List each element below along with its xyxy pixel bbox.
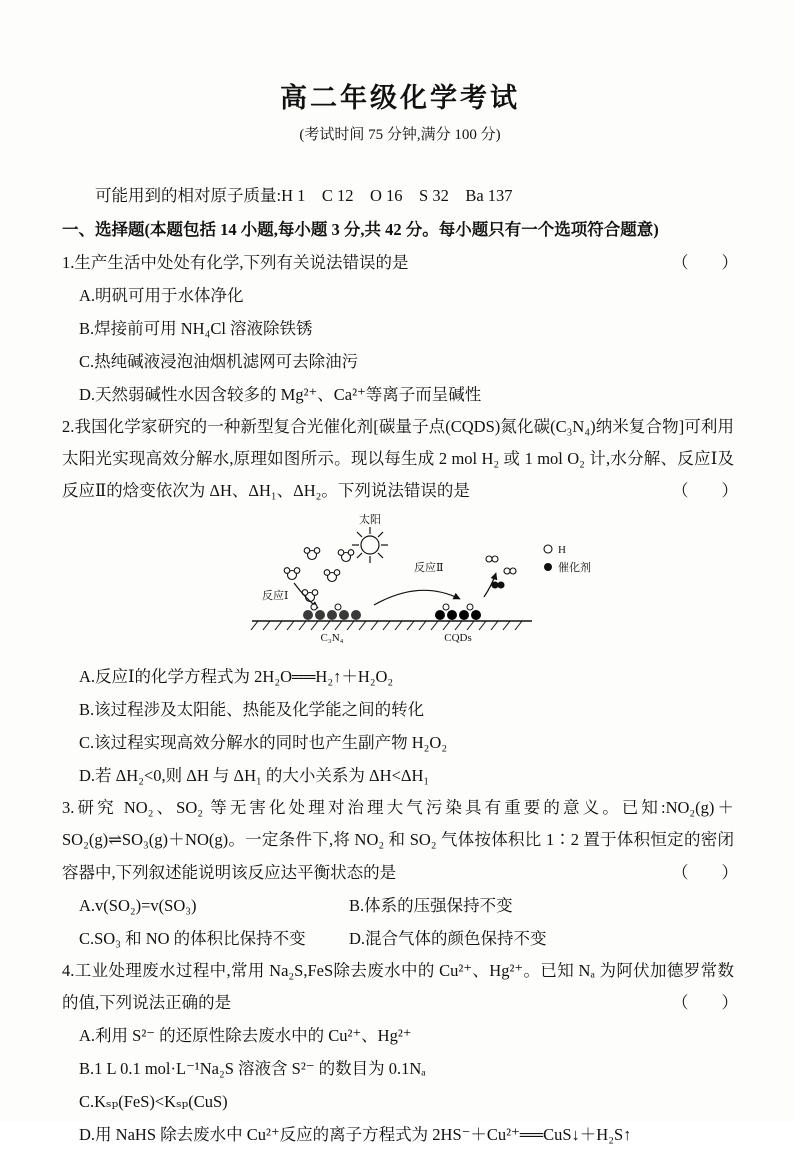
question-1-stem-line: [62, 247, 738, 279]
legend-h-icon: [544, 545, 552, 553]
answer-bracket: （ ）: [672, 481, 738, 501]
legend-catalyst-label: 催化剂: [558, 562, 591, 575]
question-4: [62, 955, 738, 1151]
question-1-option-d: D.天然弱碱性水因含较多的 Mg²⁺、Ca²⁺等离子而呈碱性: [79, 384, 482, 404]
question-1-option-b: B.焊接前可用 NH₄Cl 溶液除铁锈: [79, 318, 313, 338]
reaction2-label: 反应Ⅱ: [414, 562, 444, 575]
question-3-option-d: D.混合气体的颜色保持不变: [349, 928, 547, 948]
question-2: [62, 411, 738, 793]
question-3-option-c: C.SO₃ 和 NO 的体积比保持不变: [79, 928, 306, 948]
question-1-option-c: C.热纯碱液浸泡油烟机滤网可去除油污: [79, 351, 359, 371]
section-header: 一、选择题(本题包括 14 小题,每小题 3 分,共 42 分。每小题只有一个选项符合题意): [62, 220, 659, 240]
question-4-option-c: C.Kₛₚ(FeS)<Kₛₚ(CuS): [79, 1092, 228, 1112]
exam-info: (考试时间 75 分钟,满分 100 分): [299, 127, 501, 143]
c3n4-particles: [303, 604, 361, 620]
question-4-stem-line: [62, 955, 738, 1019]
photocatalysis-diagram: [192, 513, 738, 658]
product-molecules: [486, 556, 516, 588]
legend-h-label: H: [558, 544, 566, 557]
atomic-mass-line: 可能用到的相对原子质量:H 1 C 12 O 16 S 32 Ba 137: [95, 186, 513, 206]
ground-hatching: [251, 621, 522, 630]
question-3: [62, 792, 738, 955]
question-2-stem-line: [62, 411, 738, 508]
photocatalysis-diagram-svg: [192, 513, 622, 653]
reaction1-label: 反应Ⅰ: [262, 590, 289, 603]
question-2-option-b: B.该过程涉及太阳能、热能及化学能之间的转化: [79, 700, 425, 720]
question-2-option-c: C.该过程实现高效分解水的同时也产生副产物 H₂O₂: [79, 733, 448, 753]
cqds-label: CQDs: [444, 632, 472, 645]
question-1-option-a: A.明矾可用于水体净化: [79, 285, 244, 305]
question-1: [62, 247, 738, 411]
sun-label: 太阳: [359, 514, 381, 527]
answer-bracket: （ ）: [672, 992, 738, 1012]
cqds-particles: [435, 604, 481, 620]
page-title: 高二年级化学考试: [280, 83, 520, 113]
answer-bracket: （ ）: [672, 862, 738, 882]
question-2-option-a: A.反应Ⅰ的化学方程式为 2H₂O══H₂↑＋H₂O₂: [79, 667, 394, 687]
question-3-stem-line: [62, 792, 738, 889]
question-2-stem: 2.我国化学家研究的一种新型复合光催化剂[碳量子点(CQDS)氮化碳(C₃N₄)纳米复合物]可利用太阳光实现高效分解水,原理如图所示。现以每生成 2 mol H₂ 或 1 mol O₂ 计,水分解、反应Ⅰ及反应Ⅱ的焓变依次为 ΔH、ΔH₁、ΔH₂。下列说法错误的是: [62, 416, 734, 501]
question-1-stem: 1.生产生活中处处有化学,下列有关说法错误的是: [62, 252, 409, 272]
question-4-option-a: A.利用 S²⁻ 的还原性除去废水中的 Cu²⁺、Hg²⁺: [79, 1026, 412, 1046]
question-3-options: [79, 889, 738, 955]
reaction2-arrow: [374, 591, 460, 606]
sun-icon: [352, 527, 388, 563]
question-4-option-d: D.用 NaHS 除去废水中 Cu²⁺反应的离子方程式为 2HS⁻＋Cu²⁺══CuS↓＋H₂S↑: [79, 1125, 632, 1145]
diagram-legend: [544, 544, 591, 574]
c3n4-label: C₃N₄: [320, 632, 344, 645]
answer-bracket: （ ）: [672, 252, 738, 272]
water-molecules: [284, 548, 354, 602]
question-3-option-a: A.v(SO₂)=v(SO₃): [79, 895, 197, 915]
question-4-stem: 4.工业处理废水过程中,常用 Na₂S,FeS除去废水中的 Cu²⁺、Hg²⁺。已知 Nₐ 为阿伏加德罗常数的值,下列说法正确的是: [62, 960, 734, 1012]
question-3-option-b: B.体系的压强保持不变: [349, 895, 513, 915]
question-4-option-b: B.1 L 0.1 mol·L⁻¹Na₂S 溶液含 S²⁻ 的数目为 0.1Nₐ: [79, 1059, 426, 1079]
question-3-stem: 3.研究 NO₂、SO₂ 等无害化处理对治理大气污染具有重要的意义。已知:NO₂(g)＋SO₂(g)⇌SO₃(g)＋NO(g)。一定条件下,将 NO₂ 和 SO₂ 气体按体积比 1∶2 置于体积恒定的密闭容器中,下列叙述能说明该反应达平衡状态的是: [62, 798, 734, 882]
legend-catalyst-icon: [544, 563, 552, 571]
question-2-option-d: D.若 ΔH₂<0,则 ΔH 与 ΔH₁ 的大小关系为 ΔH<ΔH₁: [79, 766, 430, 786]
